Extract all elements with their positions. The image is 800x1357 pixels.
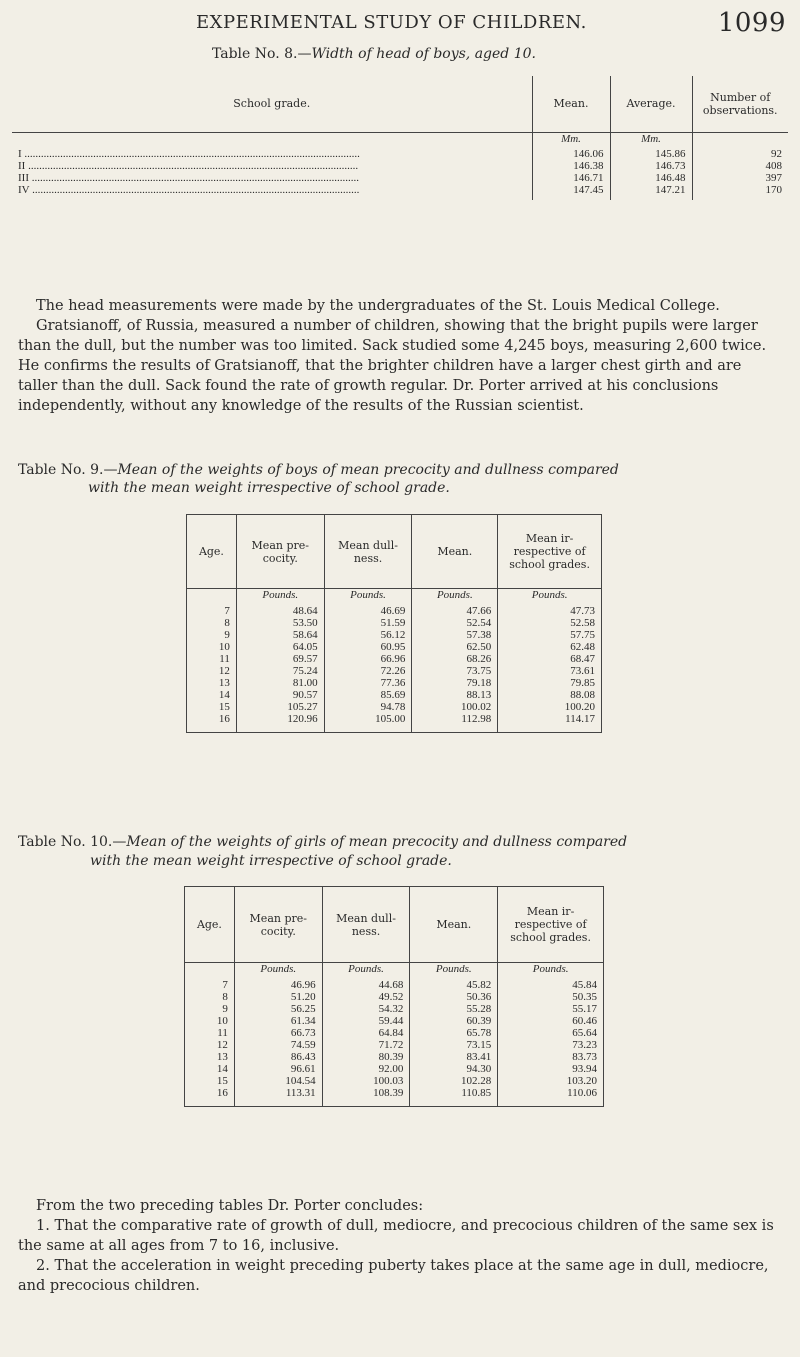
cell-mean: 102.28	[410, 1075, 498, 1087]
cell-mean: 62.50	[412, 641, 498, 653]
cell-mean-dullness: 85.69	[324, 689, 412, 701]
t8-row	[12, 148, 788, 160]
t8-row	[12, 160, 788, 172]
cell-mean: 68.26	[412, 653, 498, 665]
t8-unit-mean: Mm.	[532, 132, 610, 148]
t8-header-mean: Mean.	[532, 76, 610, 132]
t8-average: 146.48	[610, 172, 692, 184]
cell-mean-dullness: 72.26	[324, 665, 412, 677]
cell-mean-irrespective: 83.73	[498, 1051, 604, 1063]
cell-age: 7	[224, 604, 230, 617]
t8-mean: 146.38	[532, 160, 610, 172]
unit-label: Pounds.	[236, 589, 324, 605]
table-row	[185, 1003, 604, 1015]
cell-mean-dullness: 64.84	[322, 1027, 410, 1039]
table10-caption-prefix: Table No. 10.—	[18, 834, 127, 850]
table-row	[187, 689, 602, 701]
t10-header-age: Age.	[185, 887, 235, 963]
cell-mean-dullness: 92.00	[322, 1063, 410, 1075]
cell-mean-irrespective: 73.61	[498, 665, 602, 677]
cell-mean: 73.75	[412, 665, 498, 677]
paragraph: The head measurements were made by the undergraduates of the St. Louis Medical College.	[36, 298, 720, 314]
cell-age: 8	[222, 990, 228, 1003]
table-row	[187, 677, 602, 689]
table8	[12, 76, 788, 200]
cell-age: 11	[217, 1026, 228, 1039]
cell-mean-dullness: 100.03	[322, 1075, 410, 1087]
cell-age: 16	[218, 712, 230, 725]
cell-mean-dullness: 56.12	[324, 629, 412, 641]
paragraph: From the two preceding tables Dr. Porter concludes:	[36, 1198, 424, 1214]
table-row	[185, 1051, 604, 1063]
t8-mean: 146.06	[532, 148, 610, 160]
cell-mean-dullness: 77.36	[324, 677, 412, 689]
cell-age: 9	[224, 628, 230, 641]
cell-mean: 112.98	[412, 713, 498, 725]
cell-mean-irrespective: 62.48	[498, 641, 602, 653]
table9-caption-line2: with the mean weight irrespective of school grade.	[88, 480, 450, 496]
text-block-1	[18, 296, 782, 416]
cell-mean: 79.18	[412, 677, 498, 689]
t8-header-average: Average.	[610, 76, 692, 132]
cell-mean-precocity: 51.20	[234, 991, 322, 1003]
t9-header-age: Age.	[187, 515, 237, 589]
cell-mean-dullness: 71.72	[322, 1039, 410, 1051]
cell-mean: 94.30	[410, 1063, 498, 1075]
cell-mean-precocity: 113.31	[234, 1087, 322, 1099]
t8-grade: IV .......................................................................................................................	[18, 184, 360, 196]
cell-mean-irrespective: 93.94	[498, 1063, 604, 1075]
cell-mean-dullness: 46.69	[324, 605, 412, 617]
cell-mean-irrespective: 88.08	[498, 689, 602, 701]
table9-caption-prefix: Table No. 9.—	[18, 462, 118, 478]
t8-grade: I ..........................................................................................................................	[18, 148, 360, 160]
t8-observations: 170	[692, 184, 788, 200]
cell-age: 12	[218, 664, 230, 677]
t8-grade: II ........................................................................................................................	[18, 160, 359, 172]
table10-body	[185, 963, 604, 1107]
cell-mean-dullness: 54.32	[322, 1003, 410, 1015]
cell-age: 7	[222, 978, 228, 991]
paragraph: Gratsianoff, of Russia, measured a number of children, showing that the bright pupils were larger than the dull, but the number was too limited. Sack studied some 4,245 boys, measuring 2,600 twice. He confirms the results of Gratsianoff, that the brighter children have a larger chest girth and are taller than the dull. Sack found the rate of growth regular. Dr. Porter arrived at his conclusions independently, without any knowledge of the results of the Russian scientist.	[18, 318, 767, 414]
t9-header-dullness: Mean dullness.	[324, 515, 412, 589]
table-row	[187, 701, 602, 713]
table-row	[185, 1039, 604, 1051]
cell-mean-precocity: 64.05	[236, 641, 324, 653]
cell-age: 14	[218, 688, 230, 701]
cell-mean-irrespective: 57.75	[498, 629, 602, 641]
table-row	[185, 1087, 604, 1099]
table9-caption-cont	[88, 480, 450, 496]
cell-age: 14	[216, 1062, 228, 1075]
cell-mean: 45.82	[410, 979, 498, 991]
cell-age: 11	[219, 652, 230, 665]
cell-mean-irrespective: 79.85	[498, 677, 602, 689]
cell-mean: 88.13	[412, 689, 498, 701]
cell-mean-precocity: 56.25	[234, 1003, 322, 1015]
cell-age: 10	[218, 640, 230, 653]
cell-mean-precocity: 58.64	[236, 629, 324, 641]
cell-mean-precocity: 61.34	[234, 1015, 322, 1027]
cell-mean-precocity: 48.64	[236, 605, 324, 617]
unit-label: Pounds.	[498, 589, 602, 605]
t8-unit-average: Mm.	[610, 132, 692, 148]
cell-mean-dullness: 44.68	[322, 979, 410, 991]
t8-mean: 147.45	[532, 184, 610, 200]
cell-mean: 100.02	[412, 701, 498, 713]
cell-age: 10	[216, 1014, 228, 1027]
paragraph: 2. That the acceleration in weight preceding puberty takes place at the same age in dull, mediocre, and precocious children.	[18, 1258, 769, 1294]
t9-header-irrespective: Mean irrespective of school grades.	[498, 515, 602, 589]
cell-mean-precocity: 74.59	[234, 1039, 322, 1051]
cell-mean-dullness: 66.96	[324, 653, 412, 665]
cell-mean-dullness: 60.95	[324, 641, 412, 653]
t8-row	[12, 184, 788, 200]
table10-caption-line2: with the mean weight irrespective of school grade.	[90, 853, 452, 869]
cell-mean: 65.78	[410, 1027, 498, 1039]
table-row	[185, 991, 604, 1003]
page-number: 1099	[717, 8, 786, 38]
cell-mean-precocity: 75.24	[236, 665, 324, 677]
cell-mean-precocity: 86.43	[234, 1051, 322, 1063]
table10-caption	[18, 834, 627, 850]
t8-row	[12, 172, 788, 184]
cell-age: 8	[224, 616, 230, 629]
cell-mean-dullness: 59.44	[322, 1015, 410, 1027]
table10-caption-line1: Mean of the weights of girls of mean precocity and dullness compared	[126, 834, 628, 850]
t9-header-precocity: Mean precocity.	[236, 515, 324, 589]
cell-mean-precocity: 120.96	[236, 713, 324, 725]
table9-caption	[18, 462, 619, 478]
cell-mean: 83.41	[410, 1051, 498, 1063]
cell-age: 16	[216, 1086, 228, 1099]
cell-mean-precocity: 104.54	[234, 1075, 322, 1087]
cell-age: 9	[222, 1002, 228, 1015]
cell-age: 15	[218, 700, 230, 713]
table-row	[185, 1027, 604, 1039]
cell-mean-irrespective: 68.47	[498, 653, 602, 665]
t8-average: 147.21	[610, 184, 692, 200]
unit-label: Pounds.	[234, 963, 322, 979]
table9-body	[187, 589, 602, 733]
cell-mean-dullness: 80.39	[322, 1051, 410, 1063]
unit-label: Pounds.	[412, 589, 498, 605]
t8-average: 145.86	[610, 148, 692, 160]
cell-mean: 110.85	[410, 1087, 498, 1099]
cell-age: 15	[216, 1074, 228, 1087]
cell-mean-irrespective: 110.06	[498, 1087, 604, 1099]
t8-observations: 92	[692, 148, 788, 160]
cell-mean-irrespective: 50.35	[498, 991, 604, 1003]
unit-label: Pounds.	[410, 963, 498, 979]
text-block-2	[18, 1196, 782, 1296]
cell-mean: 57.38	[412, 629, 498, 641]
table10	[184, 886, 604, 1107]
unit-label: Pounds.	[324, 589, 412, 605]
cell-mean-irrespective: 55.17	[498, 1003, 604, 1015]
table-row	[187, 629, 602, 641]
table-row	[187, 641, 602, 653]
cell-mean-precocity: 66.73	[234, 1027, 322, 1039]
t8-grade: III .......................................................................................................................	[18, 172, 359, 184]
cell-age: 12	[216, 1038, 228, 1051]
table-row	[187, 617, 602, 629]
cell-mean-irrespective: 73.23	[498, 1039, 604, 1051]
table8-caption-prefix: Table No. 8.—	[212, 46, 312, 62]
cell-mean: 50.36	[410, 991, 498, 1003]
table9-caption-line1: Mean of the weights of boys of mean precocity and dullness compared	[117, 462, 619, 478]
t8-observations: 397	[692, 172, 788, 184]
unit-label: Pounds.	[322, 963, 410, 979]
cell-mean-irrespective: 45.84	[498, 979, 604, 991]
table-row	[187, 653, 602, 665]
cell-mean-dullness: 94.78	[324, 701, 412, 713]
table-row	[185, 1075, 604, 1087]
cell-mean-precocity: 105.27	[236, 701, 324, 713]
cell-mean-precocity: 53.50	[236, 617, 324, 629]
table8-caption-title: Width of head of boys, aged 10.	[311, 46, 536, 62]
table9	[186, 514, 602, 733]
cell-mean: 47.66	[412, 605, 498, 617]
cell-mean: 60.39	[410, 1015, 498, 1027]
cell-mean-dullness: 108.39	[322, 1087, 410, 1099]
t10-header-irrespective: Mean irrespective of school grades.	[498, 887, 604, 963]
cell-age: 13	[216, 1050, 228, 1063]
cell-mean-dullness: 51.59	[324, 617, 412, 629]
cell-mean-precocity: 69.57	[236, 653, 324, 665]
cell-mean-irrespective: 114.17	[498, 713, 602, 725]
t10-header-precocity: Mean precocity.	[234, 887, 322, 963]
t10-header-mean: Mean.	[410, 887, 498, 963]
cell-mean-precocity: 46.96	[234, 979, 322, 991]
table-row	[185, 1015, 604, 1027]
t10-header-dullness: Mean dullness.	[322, 887, 410, 963]
table-row	[185, 1063, 604, 1075]
running-title: EXPERIMENTAL STUDY OF CHILDREN.	[196, 12, 587, 33]
cell-mean-irrespective: 65.64	[498, 1027, 604, 1039]
table10-caption-cont	[90, 853, 452, 869]
t8-header-observations: Number of observations.	[692, 76, 788, 132]
cell-mean-irrespective: 103.20	[498, 1075, 604, 1087]
table-row	[187, 605, 602, 617]
cell-mean-irrespective: 47.73	[498, 605, 602, 617]
t8-observations: 408	[692, 160, 788, 172]
t8-average: 146.73	[610, 160, 692, 172]
table-row	[187, 665, 602, 677]
t8-mean: 146.71	[532, 172, 610, 184]
cell-mean-irrespective: 60.46	[498, 1015, 604, 1027]
cell-mean-precocity: 90.57	[236, 689, 324, 701]
cell-mean: 73.15	[410, 1039, 498, 1051]
cell-mean-dullness: 105.00	[324, 713, 412, 725]
table-row	[185, 979, 604, 991]
table8-caption	[212, 46, 536, 62]
cell-age: 13	[218, 676, 230, 689]
cell-mean-irrespective: 100.20	[498, 701, 602, 713]
cell-mean-precocity: 81.00	[236, 677, 324, 689]
cell-mean: 52.54	[412, 617, 498, 629]
t9-header-mean: Mean.	[412, 515, 498, 589]
cell-mean-irrespective: 52.58	[498, 617, 602, 629]
cell-mean-dullness: 49.52	[322, 991, 410, 1003]
paragraph: 1. That the comparative rate of growth of dull, mediocre, and precocious children of the same sex is the same at all ages from 7 to 16, inclusive.	[18, 1218, 774, 1254]
cell-mean: 55.28	[410, 1003, 498, 1015]
t8-header-grade: School grade.	[12, 76, 532, 132]
table-row	[187, 713, 602, 725]
unit-label: Pounds.	[498, 963, 604, 979]
cell-mean-precocity: 96.61	[234, 1063, 322, 1075]
